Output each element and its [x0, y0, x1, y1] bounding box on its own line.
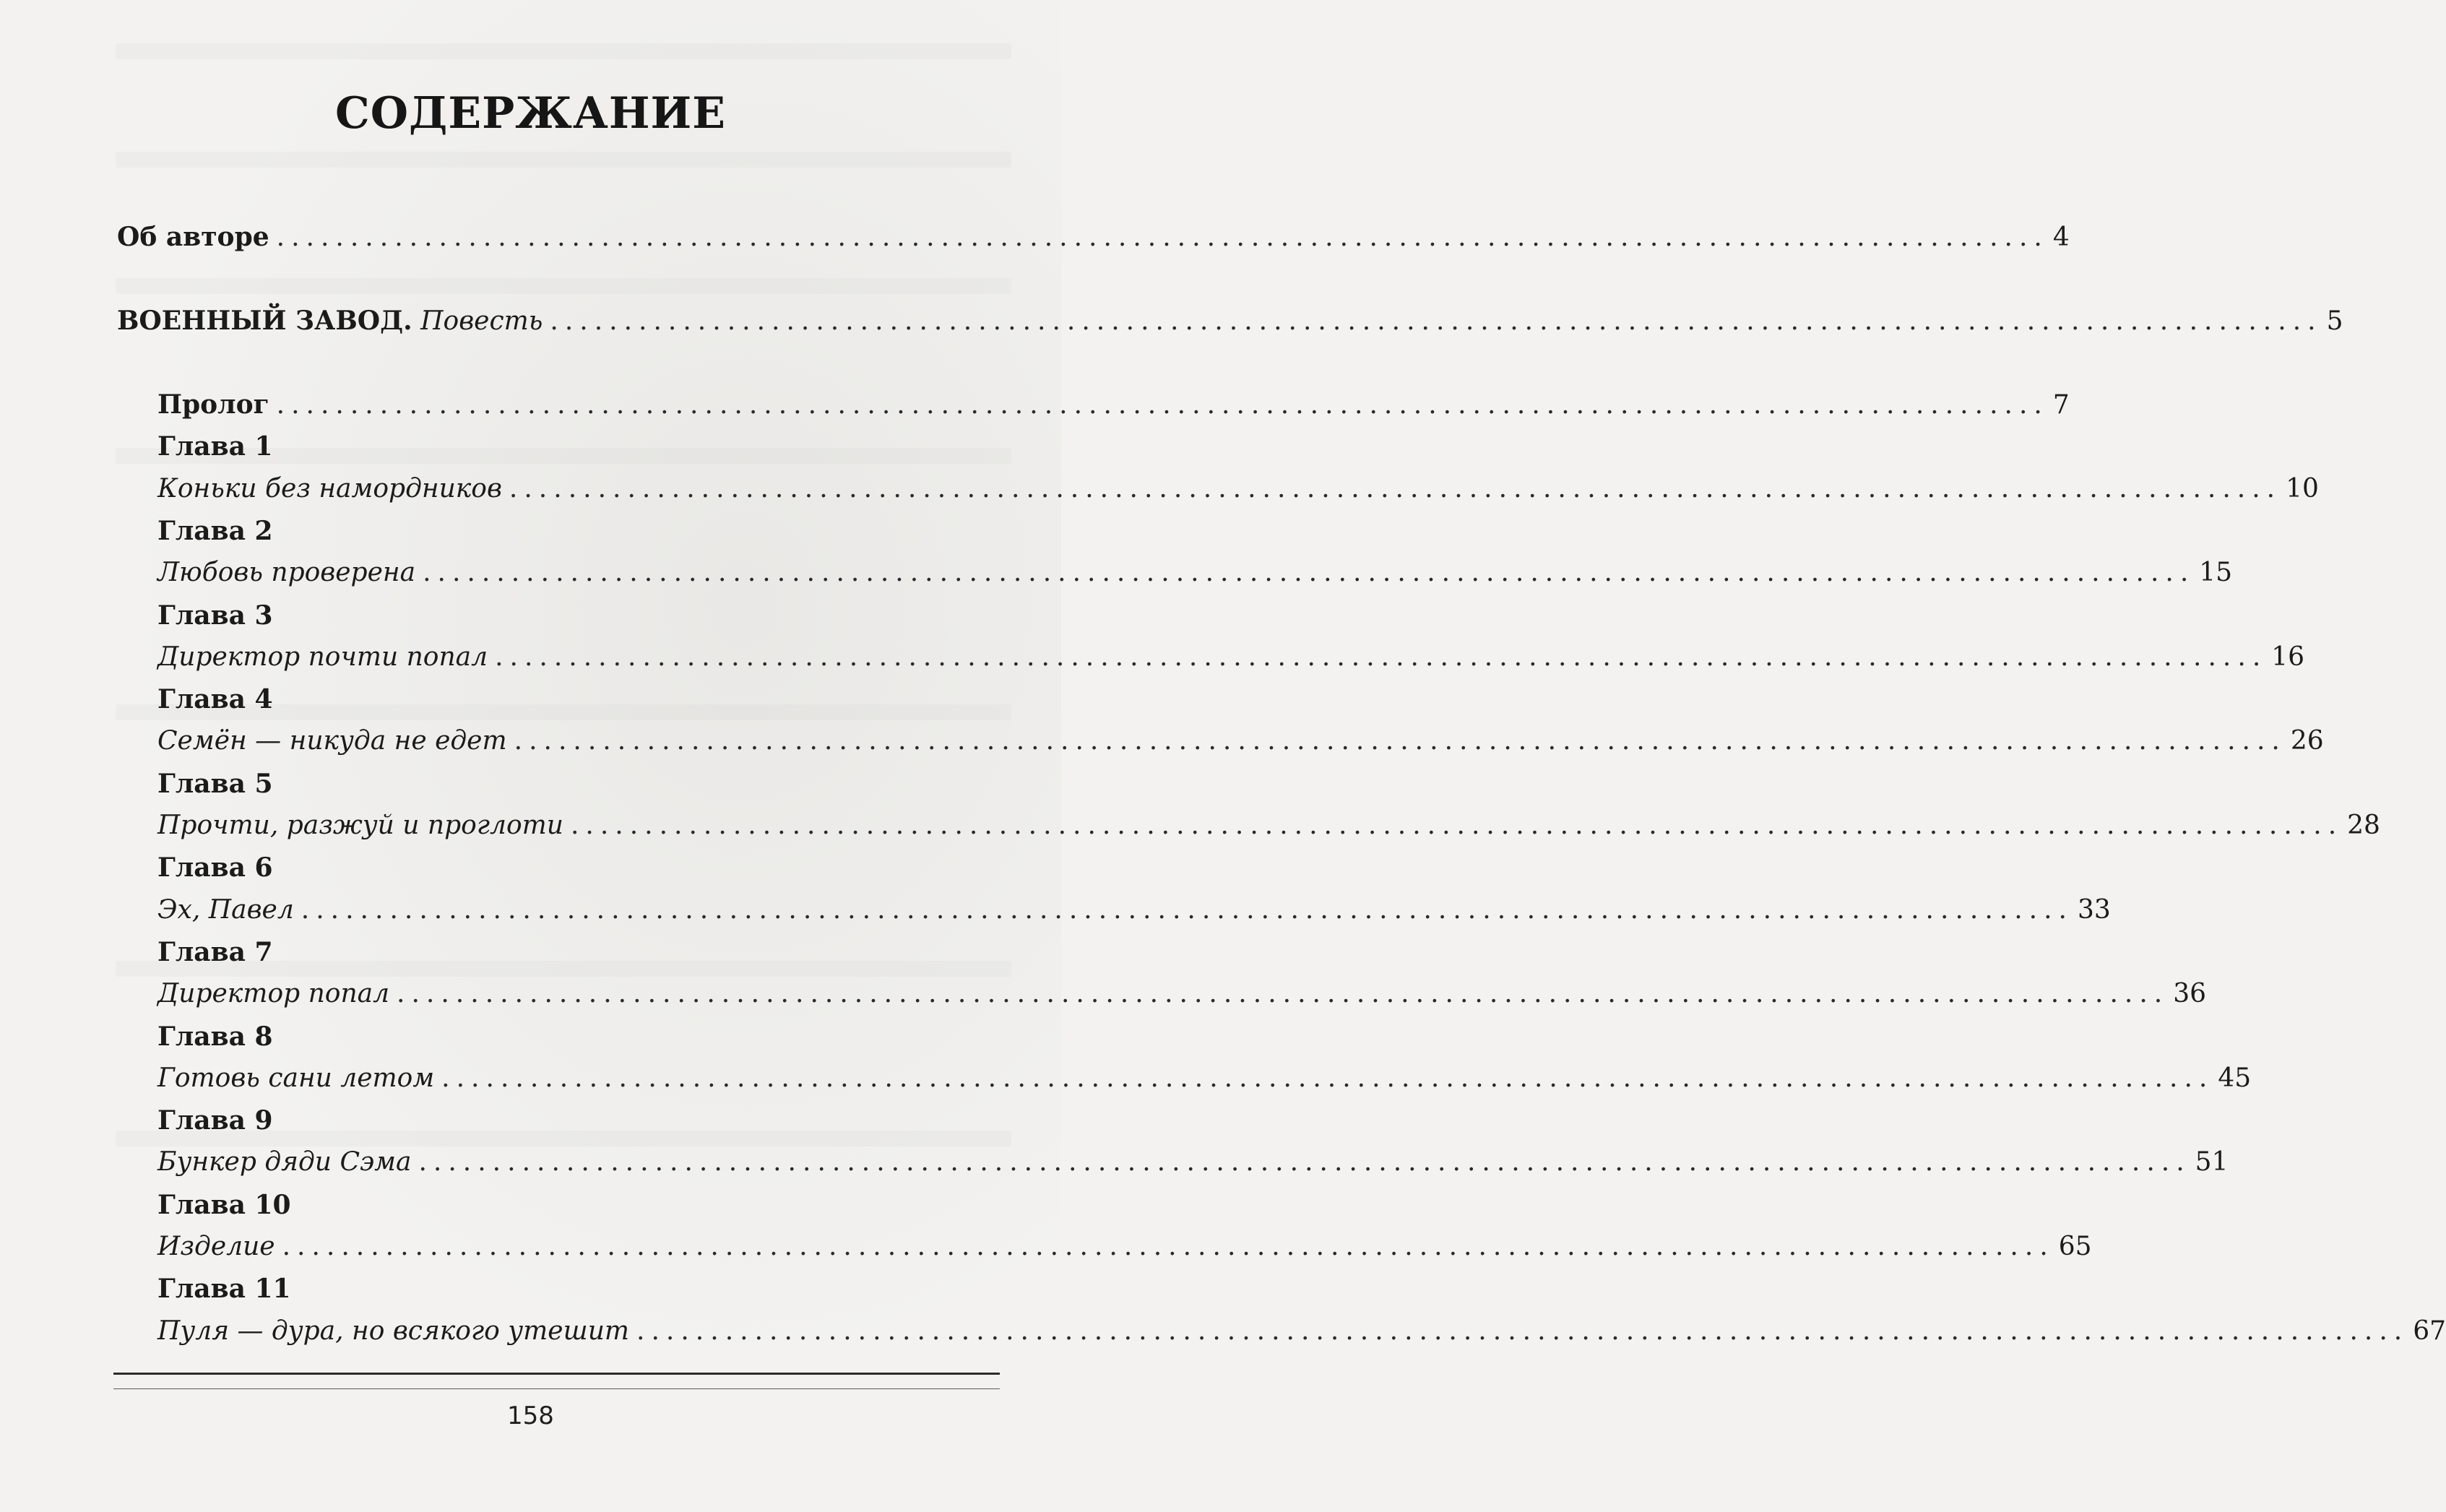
toc-entry-title-italic: Любовь проверена — [157, 558, 416, 588]
toc-entry-page: 5 — [2326, 306, 2343, 336]
toc-entry-label — [157, 473, 502, 505]
toc-entry[interactable] — [157, 557, 2233, 589]
toc-entry[interactable] — [117, 305, 2343, 337]
toc-entry-page: 51 — [2195, 1147, 2229, 1178]
toc-entry[interactable] — [157, 725, 2324, 757]
page-number: 158 — [507, 1401, 554, 1430]
toc-entry-label — [157, 810, 563, 842]
chapter-heading: Глава 6 — [157, 852, 273, 884]
toc-entry-page: 15 — [2199, 558, 2233, 588]
toc-entry-title-bold: ВОЕННЫЙ ЗАВОД. — [117, 306, 412, 336]
dot-leader: ........................................................................................................................ — [550, 306, 2322, 336]
toc-entry[interactable] — [117, 221, 2070, 253]
chapter-heading: Глава 10 — [157, 1189, 291, 1220]
dot-leader: ........................................................................................................................ — [418, 1147, 2191, 1178]
toc-entry-title-italic: Семён — никуда не едет — [157, 726, 507, 756]
toc-entry-label — [157, 1146, 411, 1178]
toc-entry-page: 65 — [2058, 1232, 2092, 1261]
toc-entry-title-italic: Прочти, разжуй и проглоти — [157, 811, 563, 840]
chapter-heading: Глава 5 — [157, 768, 273, 799]
chapter-heading: Глава 1 — [157, 431, 273, 462]
toc-entry-title-italic: Директор почти попал — [157, 641, 488, 672]
toc-entry-label — [157, 557, 415, 589]
toc-entry-title-italic: Бункер дяди Сэма — [157, 1147, 412, 1178]
toc-entry[interactable] — [157, 1231, 2092, 1263]
chapter-heading: Глава 11 — [157, 1274, 291, 1305]
toc-entry-title-italic: Повесть — [420, 306, 543, 336]
chapter-heading: Глава 7 — [157, 936, 273, 967]
dot-leader: ........................................................................................................................ — [397, 979, 2169, 1009]
toc-entry[interactable] — [157, 894, 2111, 926]
dot-leader: ........................................................................................................................ — [423, 558, 2195, 588]
toc-entry-title-italic: Пуля — дура, но всякого утешит — [157, 1316, 630, 1346]
bleed-through — [116, 152, 1011, 168]
toc-entry-label — [157, 641, 488, 673]
toc-entry-page: 33 — [2077, 894, 2111, 925]
chapter-heading: Глава 8 — [157, 1021, 273, 1052]
toc-entry-title-bold: Об авторе — [117, 222, 269, 252]
toc-entry-title-italic: Коньки без намордников — [157, 473, 502, 504]
dot-leader: ........................................................................................................................ — [276, 390, 2049, 420]
dot-leader: ........................................................................................................................ — [441, 1063, 2214, 1093]
toc-entry-page: 4 — [2052, 223, 2070, 252]
toc-entry-page: 36 — [2173, 979, 2207, 1009]
toc-entry[interactable] — [157, 1316, 2446, 1347]
toc-entry-page: 67 — [2413, 1316, 2446, 1346]
toc-entry-label — [157, 389, 269, 421]
toc-entry-page: 7 — [2052, 390, 2070, 420]
bleed-through — [116, 43, 1011, 59]
toc-entry-title-italic: Готовь сани летом — [157, 1063, 435, 1093]
toc-entry-page: 26 — [2290, 726, 2324, 756]
toc-entry-label — [157, 1231, 275, 1263]
chapter-heading: Глава 9 — [157, 1105, 273, 1136]
toc-entry[interactable] — [157, 641, 2305, 673]
toc-entry[interactable] — [157, 473, 2319, 505]
toc-entry[interactable] — [157, 1146, 2229, 1178]
toc-entry[interactable] — [157, 389, 2070, 420]
chapter-heading: Глава 2 — [157, 515, 273, 546]
toc-entry-page: 28 — [2347, 811, 2380, 840]
toc-entry-title-italic: Директор попал — [157, 979, 390, 1009]
toc-entry-label — [157, 1316, 629, 1347]
toc-entry-title-bold: Пролог — [157, 389, 269, 420]
toc-entry[interactable] — [157, 810, 2380, 842]
toc-entry-page: 45 — [2218, 1063, 2252, 1093]
toc-entry-label — [157, 725, 507, 757]
dot-leader: ........................................................................................................................ — [514, 726, 2286, 756]
dot-leader: ........................................................................................................................ — [636, 1316, 2409, 1346]
toc-entry[interactable] — [157, 978, 2207, 1010]
toc-entry-label — [117, 221, 269, 254]
dot-leader: ........................................................................................................................ — [509, 473, 2282, 504]
toc-entry-page: 10 — [2286, 473, 2319, 504]
dot-leader: ........................................................................................................................ — [301, 894, 2073, 925]
chapter-heading: Глава 4 — [157, 684, 273, 715]
toc-entry-label — [157, 894, 294, 926]
dot-leader: ........................................................................................................................ — [276, 223, 2049, 252]
footer-rule-thin — [113, 1388, 1000, 1389]
dot-leader: ........................................................................................................................ — [282, 1232, 2054, 1261]
footer-rule-thick — [113, 1373, 1000, 1375]
page-title: СОДЕРЖАНИЕ — [335, 88, 726, 139]
toc-entry-label — [157, 978, 389, 1010]
toc-entry-title-italic: Эх, Павел — [157, 894, 294, 925]
toc-entry-label — [157, 1063, 434, 1094]
chapter-heading: Глава 3 — [157, 600, 273, 631]
toc-entry-label — [117, 305, 543, 337]
toc-entry-page: 16 — [2271, 641, 2305, 672]
bleed-through — [116, 278, 1011, 294]
dot-leader: ........................................................................................................................ — [495, 641, 2268, 672]
toc-entry-title-italic: Изделие — [157, 1232, 275, 1261]
toc-entry[interactable] — [157, 1063, 2252, 1094]
dot-leader: ........................................................................................................................ — [570, 811, 2343, 840]
